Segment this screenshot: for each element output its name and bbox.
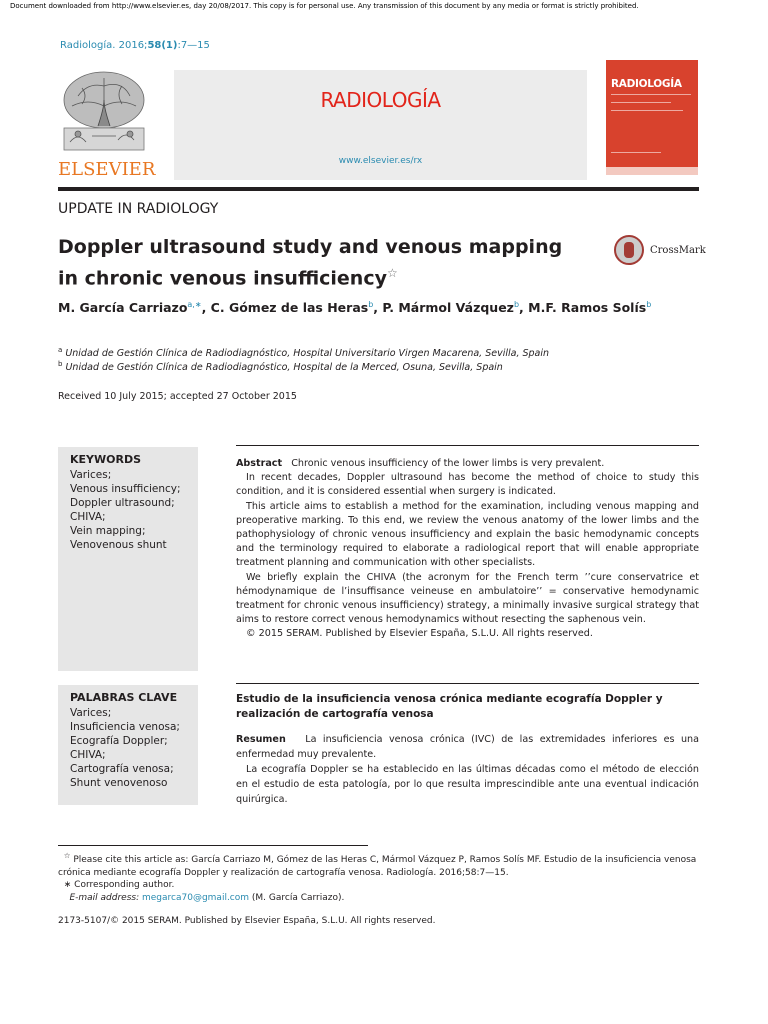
- download-notice: Document downloaded from http://www.elsevier.es, day 20/08/2017. This copy is for personal use. Any transmission of this document by any media or format is strictly prohibited.: [10, 2, 639, 10]
- palabra-clave-item: Cartografía venosa;: [70, 763, 174, 775]
- citation-footnote-text: Please cite this article as: García Carriazo M, Gómez de las Heras C, Mármol Vázquez P, Ramos Solís MF. Estudio de la insuficiencia venosa crónica mediante ecografía Doppler y realización de cartografía venosa. Radiología. 2016;58:7—15.: [58, 855, 697, 878]
- keyword-item: Venous insufficiency;: [70, 483, 181, 495]
- crossmark-label: CrossMark: [650, 245, 706, 256]
- abstract-label: Abstract: [236, 458, 283, 469]
- affiliation-text: Unidad de Gestión Clínica de Radiodiagnóstico, Hospital Universitario Virgen Macarena, Sevilla, Spain: [62, 348, 550, 360]
- footnotes: [58, 850, 699, 904]
- affiliation-mark: a: [58, 346, 63, 354]
- corresponding-mark: ∗: [63, 880, 72, 890]
- resumen-top-rule: [236, 683, 699, 684]
- author-separator: ,: [201, 300, 211, 316]
- title-footnote-mark[interactable]: ☆: [386, 266, 398, 280]
- journal-url-link[interactable]: www.elsevier.es/rx: [338, 156, 423, 166]
- resumen-paragraph: La ecografía Doppler se ha establecido en las últimas décadas como el método de elección en el estudio de esta patología, por lo que resulta imprescindible ante una eventual indicación quirúrgica.: [236, 764, 699, 805]
- affiliation-b: [58, 360, 503, 373]
- author-affil-mark[interactable]: b: [646, 300, 652, 309]
- cover-rule: [611, 110, 683, 111]
- article-title: [58, 234, 578, 291]
- abstract-paragraph: This article aims to establish a method for the examination, including venous mapping and preoperative marking. To this end, we review the venous anatomy of the lower limbs and the pathophysiology of chronic venous insufficiency and explain the basic hemodynamic concepts and the terminology required to elaborate a radiological report that will enable appropriate treatment planning and communication with other specialists.: [236, 500, 699, 569]
- affiliation-a: [58, 346, 549, 359]
- author-separator: ,: [373, 300, 383, 316]
- journal-cover-thumbnail[interactable]: [606, 60, 698, 175]
- abstract-text: Chronic venous insufficiency of the lower limbs is very prevalent.: [291, 458, 605, 469]
- citation-footnote-mark: ☆: [63, 851, 71, 860]
- abstract-top-rule: [236, 445, 699, 446]
- resumen-body: [236, 732, 699, 807]
- email-link[interactable]: megarca70@gmail.com: [142, 892, 250, 903]
- author-affil-mark[interactable]: a,∗: [187, 300, 202, 309]
- title-line-2: [58, 260, 578, 291]
- journal-citation[interactable]: [60, 40, 210, 51]
- spanish-title: Estudio de la insuficiencia venosa crónica mediante ecografía Doppler y realización de cartografía venosa: [236, 693, 663, 720]
- article-section-label: UPDATE IN RADIOLOGY: [58, 201, 219, 217]
- cover-rule: [611, 102, 671, 103]
- cover-rule: [611, 152, 661, 153]
- citation-prefix: Radiología. 2016;: [60, 40, 148, 51]
- issn-copyright: 2173-5107/© 2015 SERAM. Published by Elsevier España, S.L.U. All rights reserved.: [58, 916, 436, 926]
- palabras-clave-heading: PALABRAS CLAVE: [70, 691, 178, 704]
- elsevier-wordmark: ELSEVIER: [58, 159, 156, 180]
- cover-title: RADIOLOGÍA: [611, 78, 682, 90]
- journal-name: RADIOLOGÍA: [320, 88, 441, 112]
- abstract-paragraph: We briefly explain the CHIVA (the acronym for the French term ’’cure conservatrice et hémodynamique de l’insuffisance veineuse en ambulatoire’’ = conservative hemodynamic treatment for chronic venous insufficiency) strategy, a minimally invasive surgical strategy that aims to restore correct venous hemodynamics without resecting the saphenous vein.: [236, 571, 699, 626]
- author-name[interactable]: M. García Carriazo: [58, 300, 188, 316]
- keyword-item: Varices;: [70, 469, 112, 481]
- resumen-label: Resumen: [236, 734, 286, 745]
- palabra-clave-item: CHIVA;: [70, 749, 106, 761]
- palabra-clave-item: Shunt venovenoso: [70, 777, 168, 789]
- abstract-body: [236, 457, 699, 642]
- corresponding-footnote: [58, 879, 699, 892]
- email-owner: (M. García Carriazo).: [251, 892, 345, 903]
- citation-volume: 58(1): [147, 40, 178, 51]
- keyword-item: Vein mapping;: [70, 525, 146, 537]
- affiliation-mark: b: [58, 360, 63, 368]
- keyword-item: Doppler ultrasound;: [70, 497, 175, 509]
- header-divider: [58, 187, 699, 191]
- elsevier-logo[interactable]: [58, 68, 154, 178]
- elsevier-tree-icon: [58, 68, 150, 156]
- author-affil-mark[interactable]: b: [368, 300, 374, 309]
- cover-rule: [611, 94, 691, 95]
- affiliation-text: Unidad de Gestión Clínica de Radiodiagnóstico, Hospital de la Merced, Osuna, Sevilla, Spain: [62, 362, 503, 374]
- author-name[interactable]: C. Gómez de las Heras: [210, 300, 369, 316]
- abstract-paragraph: In recent decades, Doppler ultrasound has become the method of choice to study this condition, and it is considered essential when surgery is indicated.: [236, 472, 699, 498]
- palabra-clave-item: Varices;: [70, 707, 112, 719]
- author-name[interactable]: P. Mármol Vázquez: [382, 300, 514, 316]
- crossmark-badge[interactable]: [614, 233, 704, 269]
- keywords-heading: KEYWORDS: [70, 453, 142, 466]
- corresponding-text: Corresponding author.: [74, 880, 175, 890]
- keyword-item: CHIVA;: [70, 511, 106, 523]
- author-name[interactable]: M.F. Ramos Solís: [528, 300, 647, 316]
- citation-footnote: [58, 850, 699, 879]
- author-list: [58, 300, 651, 315]
- crossmark-icon: [614, 235, 644, 265]
- cover-bottom-strip: [606, 167, 698, 175]
- resumen-text: La insuficiencia venosa crónica (IVC) de las extremidades inferiores es una enfermedad muy prevalente.: [236, 734, 699, 760]
- citation-pages: :7—15: [177, 40, 210, 51]
- resumen-paragraph: [236, 732, 699, 762]
- journal-header-band: [174, 70, 587, 180]
- footnote-divider: [58, 845, 368, 846]
- palabras-clave-box: [58, 685, 198, 805]
- palabra-clave-item: Insuficiencia venosa;: [70, 721, 180, 733]
- received-dates: Received 10 July 2015; accepted 27 October 2015: [58, 391, 297, 402]
- email-label: E-mail address:: [69, 892, 140, 903]
- abstract-copyright: © 2015 SERAM. Published by Elsevier España, S.L.U. All rights reserved.: [246, 628, 593, 640]
- keyword-item: Venovenous shunt: [70, 539, 167, 551]
- title-line-2-text: in chronic venous insufficiency: [58, 267, 387, 290]
- palabra-clave-item: Ecografía Doppler;: [70, 735, 168, 747]
- author-affil-mark[interactable]: b: [513, 300, 520, 309]
- email-footnote: [58, 892, 699, 905]
- author-separator: ,: [519, 300, 529, 316]
- title-line-1: Doppler ultrasound study and venous mapping: [58, 236, 563, 258]
- keywords-box: [58, 447, 198, 671]
- abstract-paragraph: [236, 457, 699, 471]
